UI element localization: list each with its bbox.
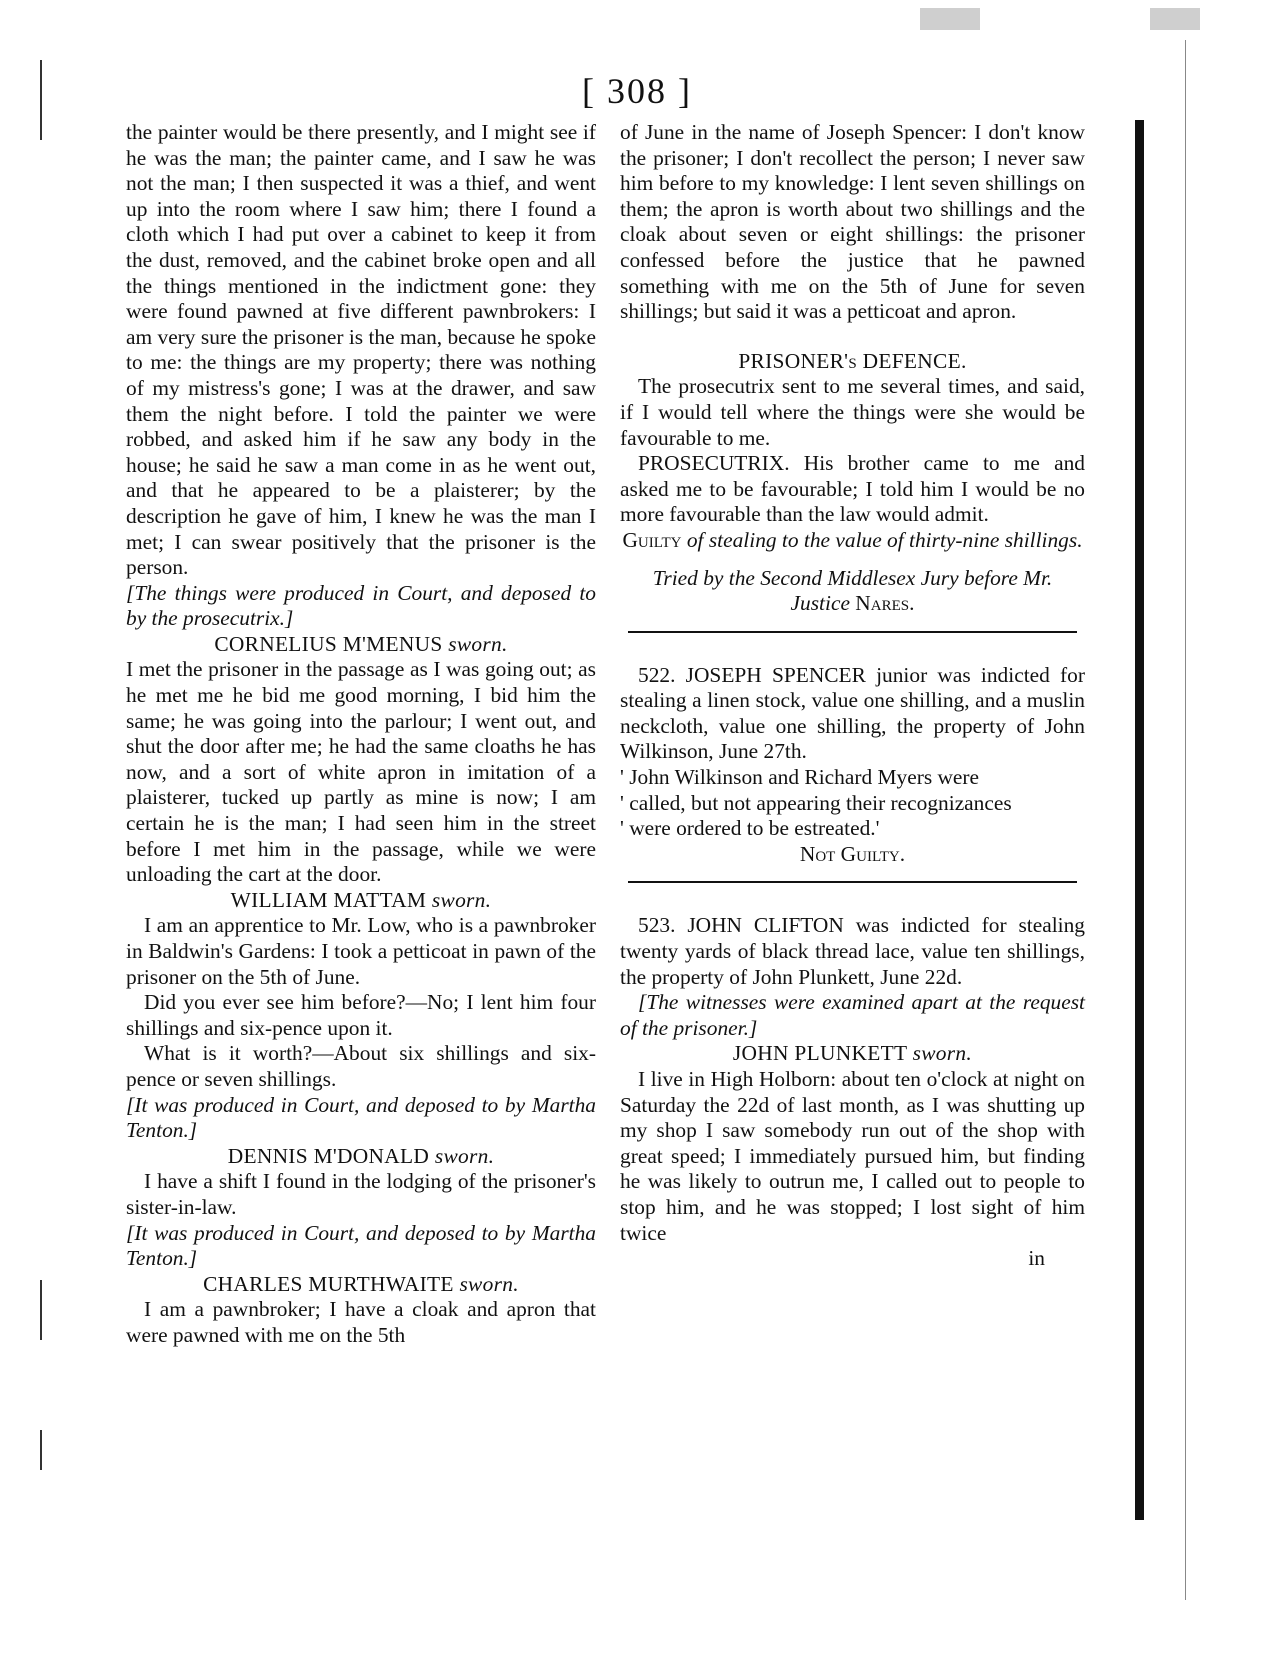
tried-by-text: Tried by the Second Middlesex Jury before Mr. <box>652 565 1053 590</box>
witness-name: WILLIAM MATTAM <box>230 887 427 912</box>
prosecutrix-text: His brother came to me and asked me to be favourable; I told him I would be no more favourable than the law would admit. <box>620 451 1085 527</box>
witness-heading <box>126 888 596 914</box>
prosecutrix-reply <box>620 451 1085 528</box>
right-column <box>620 120 1085 1272</box>
witness-name: DENNIS M'DONALD <box>227 1143 430 1168</box>
tried-by <box>620 566 1085 617</box>
witness-heading <box>126 632 596 658</box>
case-523-text: 523. JOHN CLIFTON was indicted for stealing twenty yards of black thread lace, value ten shillings, the property of John Plunkett, June 22d. <box>620 913 1085 989</box>
continuation-text: of June in the name of Joseph Spencer: I don't know the prisoner; I don't recollect the person; I never saw him before to my knowledge: I lent seven shillings on them; the apron is worth about two shillings and the cloak about seven or eight shillings: the prisoner confessed before the justice that he pawned something with me on the 5th of June for seven shillings; but said it was a petticoat and apron. <box>620 120 1085 324</box>
case-522-verdict: Not Guilty. <box>799 841 906 866</box>
italic-note: [It was produced in Court, and deposed to by Martha Tenton.] <box>126 1220 596 1271</box>
paragraph: I am an apprentice to Mr. Low, who is a pawnbroker in Baldwin's Gardens: I took a petticoat in pawn of the prisoner on the 5th of June. <box>126 913 596 989</box>
prosecutrix-label: PROSECUTRIX. <box>638 451 790 476</box>
paragraph: What is it worth?—About six shillings and six-pence or seven shillings. <box>126 1041 596 1091</box>
scan-right-edge <box>1185 40 1186 1600</box>
witness-sworn: sworn. <box>459 1271 519 1296</box>
scan-left-tick <box>40 1280 42 1340</box>
scan-binding-bar <box>1135 120 1144 1520</box>
left-column <box>126 120 596 1349</box>
witness-heading <box>126 1144 596 1170</box>
paragraph: Did you ever see him before?—No; I lent him four shillings and six-pence upon it. <box>126 990 596 1040</box>
tried-name: Nares. <box>855 591 915 616</box>
italic-note: [It was produced in Court, and deposed to by Martha Tenton.] <box>126 1092 596 1143</box>
witness-sworn: sworn. <box>448 631 508 656</box>
case-523-italic: [The witnesses were examined apart at the request of the prisoner.] <box>620 990 1085 1040</box>
scan-left-tick <box>40 1430 42 1470</box>
scan-top-blob-2 <box>1150 8 1200 30</box>
paragraph: the painter would be there presently, and I might see if he was the man; the painter came, and I saw he was not the man; I then suspected it was a thief, and went up into the room where I saw him; there I found a cloth which I had put over a cabinet to keep it from the dust, removed, and the cabinet broke open and all the things mentioned in the indictment gone: they were found pawned at five different pawnbrokers: I am very sure the prisoner is the man, because he spoke to me: the things are my property; there was nothing of my mistress's gone; I was at the drawer, and saw them the night before. I told the painter we were robbed, and asked him if he saw any body in the house; he said he saw a man come in as he went out, and that he appeared to be a plaisterer; by the description he gave of him, I knew he was the man I met; I can swear positively that the prisoner is the person. <box>126 120 596 580</box>
section-rule <box>628 631 1077 633</box>
case-522-quote-line: ' called, but not appearing their recognizances <box>620 790 1012 815</box>
witness-heading <box>126 1272 596 1298</box>
page-number: [ 308 ] <box>582 71 692 111</box>
case-522-text: 522. JOSEPH SPENCER junior was indicted for stealing a linen stock, value one shilling, and a muslin neckcloth, value one shilling, the property of John Wilkinson, June 27th. <box>620 662 1085 764</box>
section-rule <box>628 881 1077 883</box>
italic-note: [The things were produced in Court, and deposed to by the prosecutrix.] <box>126 580 596 631</box>
witness-name: CORNELIUS M'MENUS <box>214 631 443 656</box>
plunkett-text: I live in High Holborn: about ten o'clock at night on Saturday the 22d of last month, as I was shutting up my shop I saw somebody run out of the shop with great speed; I immediately pursued him, but finding he was likely to outrun me, I called out to people to stop him, and he was stopped; I lost sight of him twice <box>620 1067 1085 1245</box>
paragraph: I have a shift I found in the lodging of the prisoner's sister-in-law. <box>126 1169 596 1219</box>
verdict-guilty <box>620 528 1085 554</box>
witness-sworn: sworn. <box>431 887 492 912</box>
scan-top-blob-1 <box>920 8 980 30</box>
witness-name: JOHN PLUNKETT <box>732 1041 907 1066</box>
tried-justice: Justice <box>790 591 850 616</box>
verdict-guilty-word: Guilty <box>622 527 682 552</box>
witness-sworn: sworn. <box>912 1041 973 1066</box>
defence-heading: PRISONER's DEFENCE. <box>738 348 967 373</box>
case-522-quote-line: ' John Wilkinson and Richard Myers were <box>620 765 980 790</box>
defence-text: The prosecutrix sent to me several times, and said, if I would tell where the things were she would be favourable to me. <box>620 374 1085 450</box>
verdict-guilty-rest: of stealing to the value of thirty-nine shillings. <box>686 527 1083 552</box>
witness-name: CHARLES MURTHWAITE <box>203 1271 454 1296</box>
witness-sworn: sworn. <box>434 1143 495 1168</box>
paragraph: I am a pawnbroker; I have a cloak and apron that were pawned with me on the 5th <box>126 1297 596 1347</box>
case-522-quote-line: ' were ordered to be estreated.' <box>620 816 880 841</box>
witness-heading <box>620 1041 1085 1067</box>
paragraph: I met the prisoner in the passage as I was going out; as he met me he bid me good morning, I bid him the same; he was going into the parlour; I went out, and shut the door after me; he had the same cloaths he has now, and a sort of white apron in imitation of a plaisterer, tucked up partly as mine is now; I am certain he is the man; I had seen him in the street before I met him in the passage, while we were unloading the cart at the door. <box>126 657 596 887</box>
catchword: in <box>1028 1246 1045 1271</box>
